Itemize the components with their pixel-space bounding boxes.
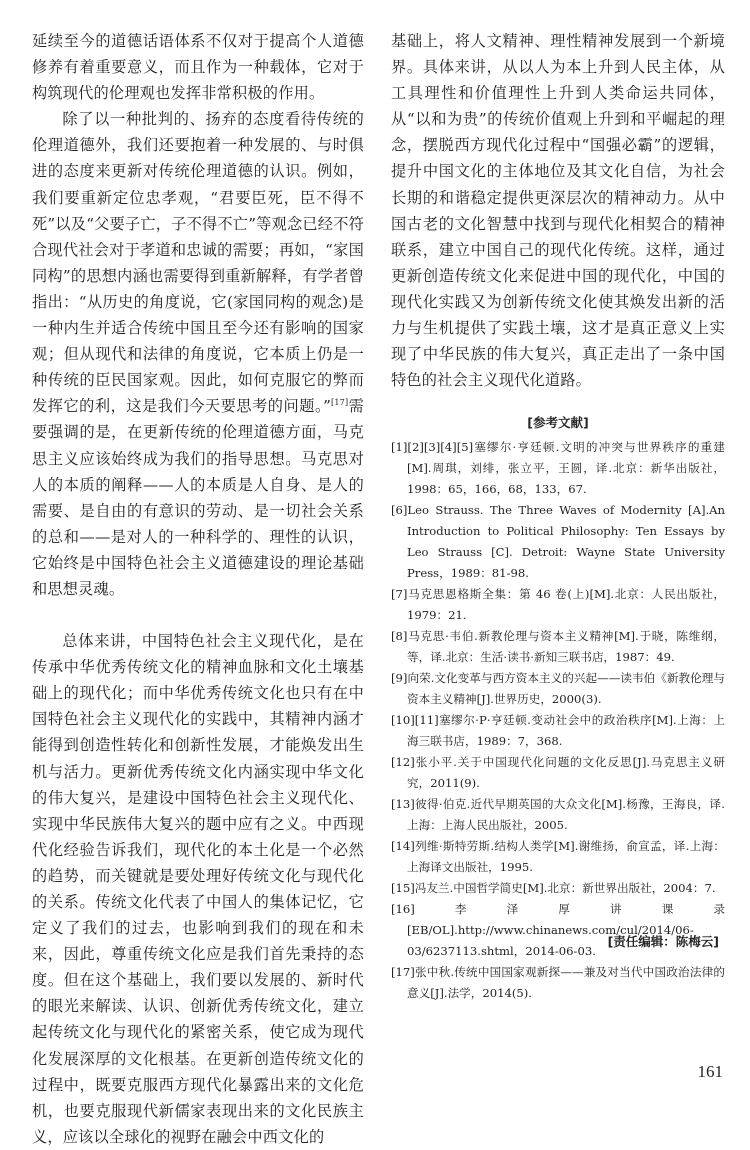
left-column: [32, 28, 364, 1150]
reference-item: [1][2][3][4][5]塞缪尔·亨廷顿.文明的冲突与世界秩序的重建[M].周琪，刘绯，张立平，王圆，译.北京：新华出版社，1998：65，166，68，133，67.: [391, 440, 725, 497]
reference-item: [6]Leo Strauss. The Three Waves of Modernity [A].An Introduction to Political Philosophy: Ten Essays by Leo Strauss [C]. Detroit: Wayne State University Press，1989：81-98.: [391, 503, 725, 581]
references-list: [391, 437, 725, 1004]
reference-item: [10][11]塞缪尔·P·亨廷顿.变动社会中的政治秩序[M].上海：上海三联书店，1989：7，368.: [391, 713, 725, 749]
body-paragraph: 基础上，将人文精神、理性精神发展到一个新境界。具体来讲，从以人为本上升到人民主体，从工具理性和价值理性上升到人类命运共同体，从“以和为贵”的传统价值观上升到和平崛起的理念，摆脱西方现代化过程中“国强必霸”的逻辑，提升中国文化的主体地位及其文化自信，为社会长期的和谐稳定提供更深层次的精神动力。从中国古老的文化智慧中找到与现代化相契合的精神联系，建立中国自己的现代化传统。这样，通过更新创造传统文化来促进中国的现代化，中国的现代化实践又为创新传统文化使其焕发出新的活力与生机提供了实践土壤，这才是真正意义上实现了中华民族的伟大复兴，真正走出了一条中国特色的社会主义现代化道路。: [391, 32, 725, 390]
reference-item: [7]马克思恩格斯全集：第 46 卷(上)[M].北京：人民出版社，1979：21.: [391, 587, 725, 623]
reference-item: [8]马克思·韦伯.新教伦理与资本主义精神[M].于晓，陈维纲，等，译.北京：生活·读书·新知三联书店，1987：49.: [391, 629, 725, 665]
reference-item: [15]冯友兰.中国哲学简史[M].北京：新世界出版社，2004：7.: [391, 881, 716, 896]
references-heading: [参考文献]: [527, 415, 589, 431]
reference-item[interactable]: [16]李泽厚讲课录[EB/OL].http://www.chinanews.com/cul/2014/06-03/6237113.shtml，2014-06-03.: [391, 902, 725, 959]
body-paragraph: 延续至今的道德话语体系不仅对于提高个人道德修养有着重要意义，而且作为一种载体，它对于构筑现代的伦理观也发挥非常积极的作用。: [32, 32, 364, 103]
page-number: 161: [697, 1062, 723, 1081]
section-gap: [32, 602, 364, 628]
reference-item: [9]向荣.文化变革与西方资本主义的兴起——读韦伯《新教伦理与资本主义精神[J].世界历史，2000(3).: [391, 671, 725, 707]
reference-item: [17]张中秋.传统中国国家观新探——兼及对当代中国政治法律的意义[J].法学，2014(5).: [391, 965, 725, 1001]
responsible-editor: [责任编辑：陈梅云]: [607, 934, 719, 949]
body-paragraph: 总体来讲，中国特色社会主义现代化，是在传承中华优秀传统文化的精神血脉和文化土壤基础上的现代化；而中华优秀传统文化也只有在中国特色社会主义现代化的实践中，其精神内涵才能得到创造性转化和创新性发展，才能焕发出生机与活力。更新优秀传统文化内涵实现中华文化的伟大复兴，是建设中国特色社会主义现代化、实现中华民族伟大复兴的题中应有之义。中西现代化经验告诉我们，现代化的本土化是一个必然的趋势，而关键就是要处理好传统文化与现代化的关系。传统文化代表了中国人的集体记忆，它定义了我们的过去，也影响到我们的现在和未来，因此，尊重传统文化应是我们首先秉持的态度。但在这个基础上，我们要以发展的、新时代的眼光来解读、认识、创新优秀传统文化，建立起传统文化与现代化的紧密关系，使它成为现代化发展深厚的文化根基。在更新创造传统文化的过程中，既要克服西方现代化暴露出来的文化危机，也要克服现代新儒家表现出来的文化民族主义，应该以全球化的视野在融会中西文化的: [32, 632, 364, 1146]
paragraph-text: 需要强调的是，在更新传统的伦理道德方面，马克思主义应该始终成为我们的指导思想。马克思对人的本质的阐释——人的本质是人自身、是人的需要、是自由的有意识的劳动、是一切社会关系的总和——是对人的一种科学的、理性的认识，它始终是中国特色社会主义道德建设的理论基础和思想灵魂。: [32, 397, 365, 598]
paragraph-text: 除了以一种批判的、扬弃的态度看待传统的伦理道德外，我们还要抱着一种发展的、与时俱进的态度来更新对传统伦理道德的认识。例如，我们要重新定位忠孝观，“君要臣死，臣不得不死”以及“父要子亡，子不得不亡”等观念已经不符合现代社会对于孝道和忠诚的需要；再如，“家国同构”的思想内涵也需要得到重新解释，有学者曾指出：“从历史的角度说，它(家国同构的观念)是一种内生并适合传统中国且至今还有影响的国家观；但从现代和法律的角度说，它本质上仍是一种传统的臣民国家观。因此，如何克服它的弊而发挥它的利，这是我们今天要思考的问题。”: [32, 110, 364, 416]
reference-item: [13]彼得·伯克.近代早期英国的大众文化[M].杨豫，王海良，译.上海：上海人民出版社，2005.: [391, 797, 725, 833]
citation-superscript[interactable]: [17]: [331, 398, 349, 408]
right-column: [391, 28, 725, 1004]
reference-item: [12]张小平.关于中国现代化问题的文化反思[J].马克思主义研究，2011(9).: [391, 755, 725, 791]
reference-item: [14]列维·斯特劳斯.结构人类学[M].谢维扬，俞宣孟，译.上海：上海译文出版社，1995.: [391, 839, 725, 875]
body-paragraph: [32, 106, 364, 602]
